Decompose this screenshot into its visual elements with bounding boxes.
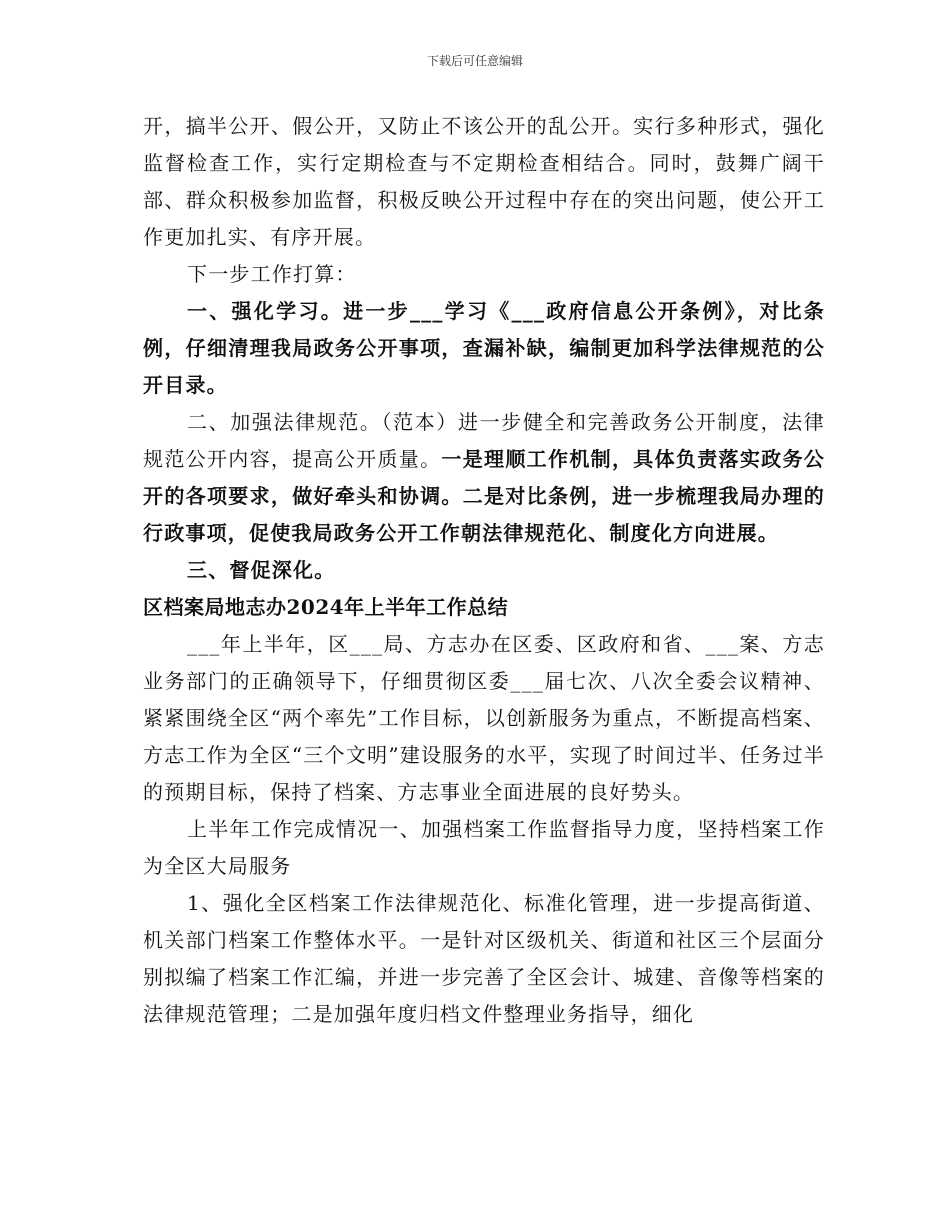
paragraph: 一、强化学习。进一步___学习《___政府信息公开条例》，对比条例，仔细清理我局政务公开事项，查漏补缺，编制更加科学法律规范的公开目录。 bbox=[143, 299, 825, 397]
page-header: 下载后可任意编辑 bbox=[426, 54, 523, 68]
paragraph: 三、督促深化。 bbox=[187, 558, 336, 582]
paragraph: 开，搞半公开、假公开，又防止不该公开的乱公开。实行多种形式，强化监督检查工作，实行定期检查与不定期检查相结合。同时，鼓舞广阔干部、群众积极参加监督，积极反映公开过程中存在的突出问题，使公开工作更加扎实、有序开展。 bbox=[143, 114, 825, 249]
document-body bbox=[143, 108, 825, 1033]
paragraph-normal-part: 二、加强法律规范。（范本）进一步健全和完善政务公开制度，法律规范公开内容，提高公开质量。 bbox=[143, 410, 825, 471]
paragraph: 下一步工作打算： bbox=[187, 262, 357, 286]
paragraph-bold-part: 一是理顺工作机制，具体负责落实政务公开的各项要求，做好牵头和协调。二是对比条例，进一步梳理我局办理的行政事项，促使我局政务公开工作朝法律规范化、制度化方向进展。 bbox=[143, 447, 825, 545]
paragraph: ___年上半年，区___局、方志办在区委、区政府和省、___案、方志业务部门的正确领导下，仔细贯彻区委___届七次、八次全委会议精神、紧紧围绕全区“两个率先”工作目标，以创新服务为重点，不断提高档案、方志工作为全区“三个文明”建设服务的水平，实现了时间过半、任务过半的预期目标，保持了档案、方志事业全面进展的良好势头。 bbox=[143, 632, 825, 804]
section-title: 区档案局地志办2024年上半年工作总结 bbox=[143, 595, 509, 619]
paragraph: 1、强化全区档案工作法律规范化、标准化管理，进一步提高街道、机关部门档案工作整体水平。一是针对区级机关、街道和社区三个层面分别拟编了档案工作汇编，并进一步完善了全区会计、城建、音像等档案的法律规范管理；二是加强年度归档文件整理业务指导，细化 bbox=[143, 891, 825, 1026]
paragraph bbox=[143, 404, 825, 552]
paragraph: 上半年工作完成情况一、加强档案工作监督指导力度，坚持档案工作为全区大局服务 bbox=[143, 817, 825, 878]
